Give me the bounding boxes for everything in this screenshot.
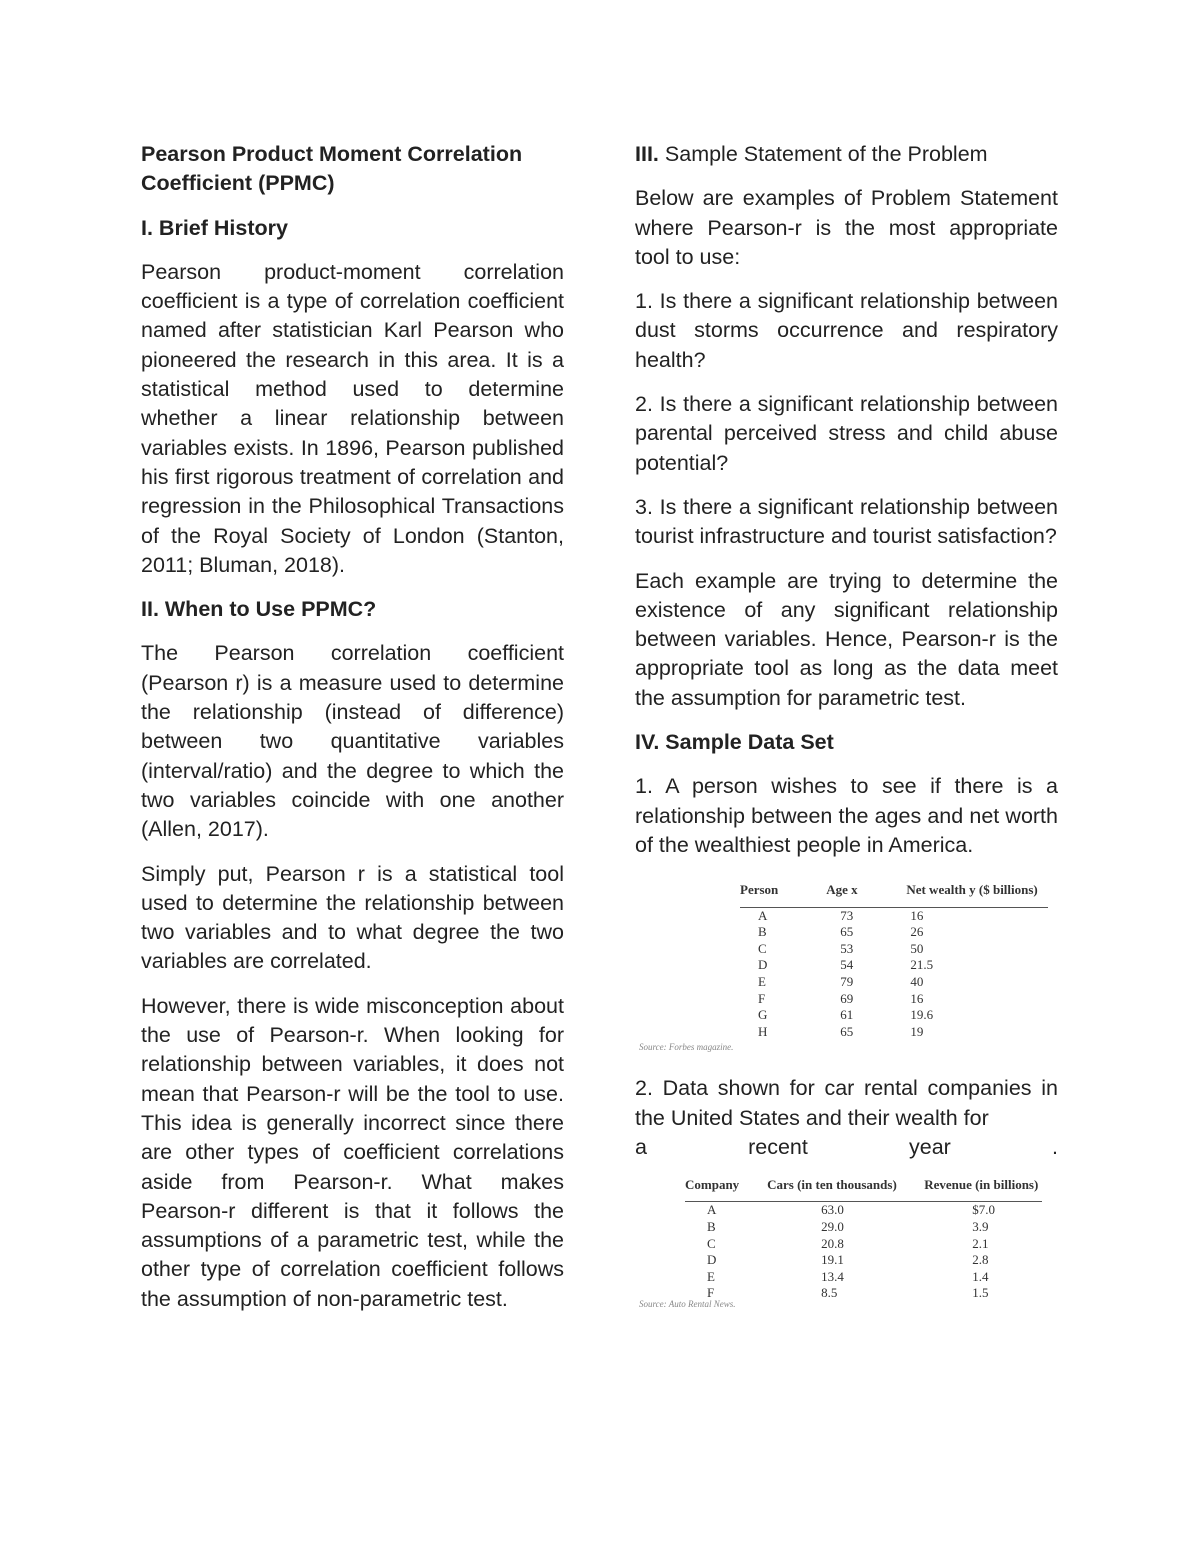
left-column xyxy=(141,140,564,1329)
table-row xyxy=(740,991,1048,1008)
table-cell: 16 xyxy=(910,990,924,1006)
data-example-2 xyxy=(635,1074,1058,1133)
table-cell: E xyxy=(758,973,766,989)
table-cell: F xyxy=(758,990,766,1006)
data-example-2-last-line xyxy=(635,1133,1058,1162)
problem-statement-2: 2. Is there a significant relationship between parental perceived stress and child abuse potential? xyxy=(635,392,1058,475)
table-header: Revenue (in billions) xyxy=(924,1170,1042,1202)
table-row xyxy=(685,1252,1042,1269)
table-source-note: Source: Forbes magazine. xyxy=(639,1042,734,1053)
table-cell: 19 xyxy=(910,1023,924,1039)
table-header: Age x xyxy=(826,875,906,907)
section-heading-sample-data-set: IV. Sample Data Set xyxy=(635,730,834,755)
table-cell: 19.6 xyxy=(910,1007,934,1023)
table-row xyxy=(740,1007,1048,1024)
table-cell: 40 xyxy=(910,973,924,989)
table-row xyxy=(685,1269,1042,1286)
table-cell: B xyxy=(707,1219,716,1235)
table-cell: 69 xyxy=(840,990,854,1006)
table-cell: 65 xyxy=(840,1023,854,1039)
table-cell: 2.1 xyxy=(972,1235,989,1251)
problem-statement-3: 3. Is there a significant relationship between tourist infrastructure and tourist satisfaction? xyxy=(635,494,1058,549)
table-cell: 8.5 xyxy=(821,1285,838,1301)
table-header: Net wealth y ($ billions) xyxy=(906,875,1048,907)
table-cell: 79 xyxy=(840,973,854,989)
section-heading-sample-statement xyxy=(635,140,1058,169)
section-heading-sample-statement-text: Sample Statement of the Problem xyxy=(664,142,988,166)
when-to-use-paragraph-2: Simply put, Pearson r is a statistical tool used to determine the relationship between two variables and to what degree the two variables are correlated. xyxy=(141,861,564,974)
section-heading-when-to-use: II. When to Use PPMC? xyxy=(141,597,377,622)
table-row xyxy=(740,1024,1048,1041)
table-cell: 73 xyxy=(840,907,854,923)
word-period: . xyxy=(1051,1134,1058,1159)
table-cell: D xyxy=(707,1252,717,1268)
table-cell: 53 xyxy=(840,940,854,956)
brief-history-paragraph: Pearson product-moment correlation coefficient is a type of correlation coefficient named after statistician Karl Pearson who pioneered the research in this area. It is a statistical method used to determine whether a linear relationship between variables exists. In 1896, Pearson published his first rigorous treatment of correlation and regression in the Philosophical Transactions of the Royal Society of London (Stanton, 2011; Bluman, 2018). xyxy=(141,259,564,577)
table-cell: 20.8 xyxy=(821,1235,844,1251)
table-row xyxy=(740,924,1048,941)
table-header: Person xyxy=(740,875,826,907)
table-cell: A xyxy=(707,1202,717,1218)
table-cell: 63.0 xyxy=(821,1202,844,1218)
when-to-use-paragraph-3: However, there is wide misconception about the use of Pearson-r. When looking for relationship between variables, it does not mean that Pearson-r will be the tool to use. This idea is generally incorrect since there are other types of coefficient correlations aside from Pearson-r. What makes Pearson-r different is that it follows the assumptions of a parametric test, while the other type of correlation coefficient follows the assumption of non-parametric test. xyxy=(141,993,564,1311)
table-cell: G xyxy=(758,1007,768,1023)
table-cell: H xyxy=(758,1023,768,1039)
table-cell: 16 xyxy=(910,907,924,923)
net-worth-table-image xyxy=(635,875,1058,1053)
table-row xyxy=(740,974,1048,991)
table-cell: D xyxy=(758,957,768,973)
table-cell: 65 xyxy=(840,924,854,940)
table-cell: 54 xyxy=(840,957,854,973)
table-cell: $7.0 xyxy=(972,1202,995,1218)
when-to-use-paragraph-1: The Pearson correlation coefficient (Pearson r) is a measure used to determine the relationship (instead of difference) between two quantitative variables (interval/ratio) and the degree to which the two variables coincide with one another (Allen, 2017). xyxy=(141,641,564,842)
table-header: Company xyxy=(685,1170,767,1202)
section-number-iii: III. xyxy=(635,142,659,166)
document-title: Pearson Product Moment Correlation Coefficient (PPMC) xyxy=(141,142,523,196)
table-cell: 26 xyxy=(910,924,924,940)
car-rental-table-image xyxy=(635,1170,1058,1310)
table-row xyxy=(685,1285,1042,1302)
table-cell: 50 xyxy=(910,940,924,956)
table-cell: 21.5 xyxy=(910,957,934,973)
table-cell: 29.0 xyxy=(821,1219,844,1235)
table-row xyxy=(685,1236,1042,1253)
data-example-2-lead: 2. Data shown for car rental companies in the United States and their wealth for xyxy=(635,1076,1058,1130)
net-worth-table xyxy=(740,875,1048,1040)
table-cell: F xyxy=(707,1285,715,1301)
table-source-note: Source: Auto Rental News. xyxy=(639,1299,736,1310)
word-year: year xyxy=(909,1134,951,1159)
table-cell: 3.9 xyxy=(972,1219,989,1235)
section-heading-brief-history: I. Brief History xyxy=(141,215,288,240)
table-cell: C xyxy=(707,1235,716,1251)
table-cell: 1.5 xyxy=(972,1285,989,1301)
table-row xyxy=(685,1202,1042,1219)
table-cell: 13.4 xyxy=(821,1268,844,1284)
word-recent: recent xyxy=(748,1134,808,1159)
table-row xyxy=(740,907,1048,924)
word-a: a xyxy=(635,1134,647,1159)
table-row xyxy=(740,941,1048,958)
sample-statement-conclusion: Each example are trying to determine the existence of any significant relationship between variables. Hence, Pearson-r is the appropriate tool as long as the data meet the assumption for parametric test. xyxy=(635,568,1058,710)
table-cell: 1.4 xyxy=(972,1268,989,1284)
table-cell: 61 xyxy=(840,1007,854,1023)
table-cell: E xyxy=(707,1268,715,1284)
sample-statement-intro: Below are examples of Problem Statement where Pearson-r is the most appropriate tool to use: xyxy=(635,186,1058,269)
table-cell: C xyxy=(758,940,767,956)
data-example-1: 1. A person wishes to see if there is a relationship between the ages and net worth of the wealthiest people in America. xyxy=(635,774,1058,857)
right-column xyxy=(635,140,1058,1310)
table-row xyxy=(740,957,1048,974)
table-header: Cars (in ten thousands) xyxy=(767,1170,924,1202)
table-cell: B xyxy=(758,924,767,940)
problem-statement-1: 1. Is there a significant relationship between dust storms occurrence and respiratory health? xyxy=(635,289,1058,372)
table-row xyxy=(685,1219,1042,1236)
table-cell: 2.8 xyxy=(972,1252,989,1268)
table-cell: 19.1 xyxy=(821,1252,844,1268)
car-rental-table xyxy=(685,1170,1042,1302)
table-cell: A xyxy=(758,907,768,923)
